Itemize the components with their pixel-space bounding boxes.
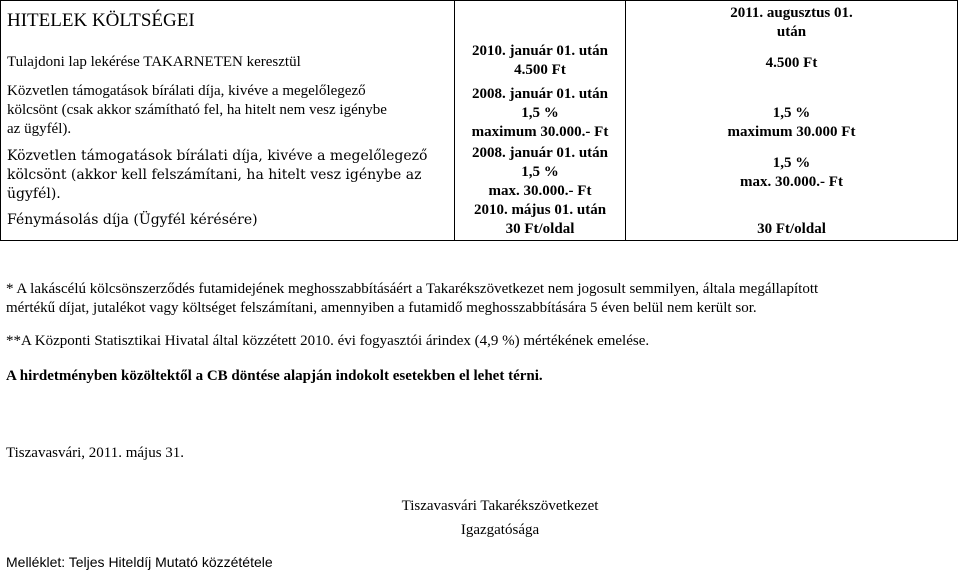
fee-direct-support-no-loan: 2008. január 01. után 1,5 % maximum 30.000.- Ft [471,86,609,140]
attachment-note: Melléklet: Teljes Hiteldíj Mutató közzététele [6,554,273,570]
signature-block [340,497,660,540]
signer-org: Tiszavasvári Takarékszövetkezet [401,498,599,514]
column-header-2011: 2011. augusztus 01. után [730,5,853,40]
fee-2011-direct-support-with-loan: 1,5 % max. 30.000.- Ft [740,155,843,190]
signer-title: Igazgatósága [460,522,540,538]
place-and-date: Tiszavasvári, 2011. május 31. [6,445,185,461]
row-label-photocopy: Fénymásolás díja (Ügyfél kérésére) [7,212,258,228]
fee-2011-land-registry: 4.500 Ft [765,55,818,71]
label-column [1,1,455,241]
note-price-index: **A Központi Statisztikai Hivatal által közzétett 2010. évi fogyasztói árindex (4,9 %) mértékének emelése. [6,333,650,349]
fee-land-registry: 2010. január 01. után 4.500 Ft [472,43,608,78]
table-title: HITELEK KÖLTSÉGEI [7,10,195,31]
note-loan-extension: * A lakáscélú kölcsönszerződés futamidejének meghosszabbításáért a Takarékszövetkezet nem jogosult semmilyen, általa megállapított mértékű díjat, jutalékot vagy költséget felszámítani, amennyiben a futamidő meghosszabbítására 5 éven belül nem került sor. [6,281,819,316]
fees-table [0,0,958,241]
fee-direct-support-with-loan: 2008. január 01. után 1,5 % max. 30.000.- Ft [472,145,608,199]
row-label-direct-support-no-loan: Közvetlen támogatások bírálati díja, kivéve a megelőlegező kölcsönt (csak akkor számítható fel, ha hitelt nem vesz igénybe az ügyfél). [7,83,387,137]
fee-2011-photocopy: 30 Ft/oldal [757,221,826,237]
note-cb-decision: A hirdetményben közöltektől a CB döntése alapján indokolt esetekben el lehet térni. [6,368,543,384]
fee-photocopy: 2010. május 01. után 30 Ft/oldal [473,202,607,237]
date-column-2011 [626,1,958,241]
row-label-land-registry: Tulajdoni lap lekérése TAKARNETEN keresztül [7,54,301,70]
fee-2011-direct-support-no-loan: 1,5 % maximum 30.000 Ft [727,105,856,140]
row-label-direct-support-with-loan: Közvetlen támogatások bírálati díja, kivéve a megelőlegező kölcsönt (akkor kell felszámítani, ha hitelt vesz igénybe az ügyfél). [7,148,428,202]
date-column-2010 [455,1,626,241]
